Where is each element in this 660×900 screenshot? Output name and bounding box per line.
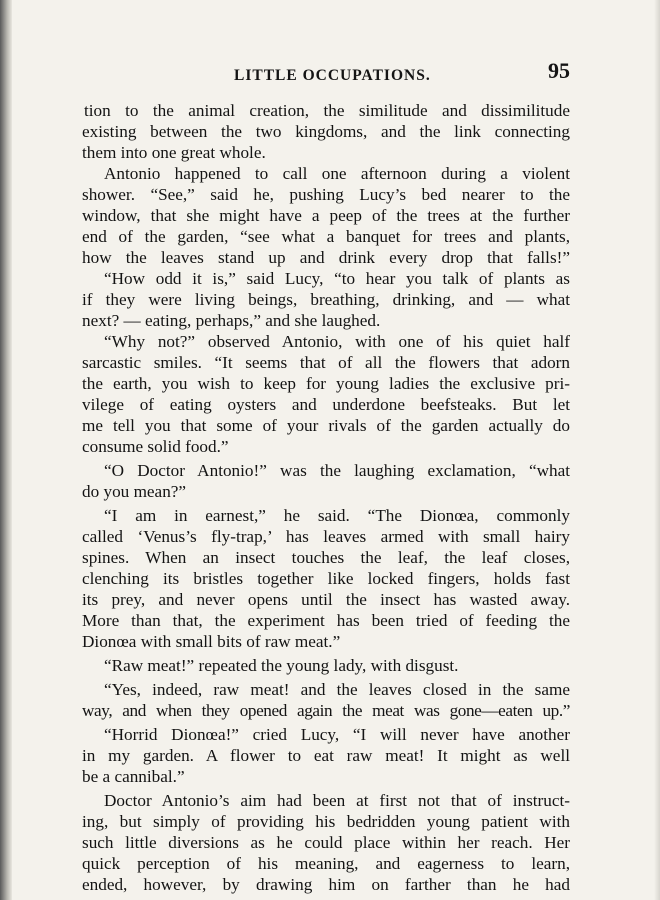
text-line: sarcastic smiles. “It seems that of all the flowers that adorn: [82, 353, 570, 372]
running-head: LITTLE OCCUPATIONS.: [234, 67, 431, 84]
page-binding-edge: [0, 0, 12, 900]
text-line: tion to the animal creation, the similitude and dissimilitude: [84, 101, 570, 120]
text-line: window, that she might have a peep of the trees at the further: [82, 206, 570, 225]
page-right-edge: [654, 0, 660, 900]
text-line: “How odd it is,” said Lucy, “to hear you talk of plants as: [104, 269, 570, 288]
text-line: “I am in earnest,” he said. “The Dionœa, commonly: [104, 506, 570, 525]
text-line: consume solid food.”: [82, 437, 229, 456]
text-line: vilege of eating oysters and underdone beefsteaks. But let: [82, 395, 570, 414]
body-text: [82, 100, 570, 895]
text-line: More than that, the experiment has been tried of feeding the: [82, 611, 570, 630]
text-line: “Why not?” observed Antonio, with one of his quiet half: [104, 332, 570, 351]
text-line: them into one great whole.: [82, 143, 266, 162]
page-header: [82, 58, 570, 88]
text-line: quick perception of his meaning, and eagerness to learn,: [82, 854, 570, 873]
text-line: spines. When an insect touches the leaf, the leaf closes,: [82, 548, 570, 567]
text-line: be a cannibal.”: [82, 767, 185, 786]
text-line: “Horrid Dionœa!” cried Lucy, “I will never have another: [104, 725, 570, 744]
page-number: 95: [548, 58, 570, 83]
text-line: how the leaves stand up and drink every drop that falls!”: [82, 248, 570, 267]
text-line: ing, but simply of providing his bedridden young patient with: [82, 812, 570, 831]
text-line: clenching its bristles together like locked fingers, holds fast: [82, 569, 570, 588]
text-line: its prey, and never opens until the insect has wasted away.: [82, 590, 570, 609]
text-line: “Raw meat!” repeated the young lady, with disgust.: [104, 656, 459, 675]
text-line: next? — eating, perhaps,” and she laughed.: [82, 311, 381, 330]
text-line: Antonio happened to call one afternoon during a violent: [104, 164, 570, 183]
text-line: called ‘Venus’s fly-trap,’ has leaves armed with small hairy: [82, 527, 570, 546]
text-line: existing between the two kingdoms, and the link connecting: [82, 122, 570, 141]
text-line: Doctor Antonio’s aim had been at first not that of instruct-: [104, 791, 570, 810]
text-line: if they were living beings, breathing, drinking, and — what: [82, 290, 570, 309]
text-line: “O Doctor Antonio!” was the laughing exclamation, “what: [104, 461, 570, 480]
text-line: ended, however, by drawing him on farther than he had: [82, 875, 570, 894]
text-line: the earth, you wish to keep for young ladies the exclusive pri-: [82, 374, 570, 393]
text-line: Dionœa with small bits of raw meat.”: [82, 632, 341, 651]
text-line: in my garden. A flower to eat raw meat! It might as well: [82, 746, 570, 765]
text-line: “Yes, indeed, raw meat! and the leaves closed in the same: [104, 680, 570, 699]
text-line: such little diversions as he could place within her reach. Her: [82, 833, 570, 852]
text-line: shower. “See,” said he, pushing Lucy’s bed nearer to the: [82, 185, 570, 204]
text-line: end of the garden, “see what a banquet for trees and plants,: [82, 227, 570, 246]
text-line: do you mean?”: [82, 482, 187, 501]
text-line: way, and when they opened again the meat was gone—eaten up.”: [82, 701, 570, 720]
text-line: me tell you that some of your rivals of the garden actually do: [82, 416, 570, 435]
